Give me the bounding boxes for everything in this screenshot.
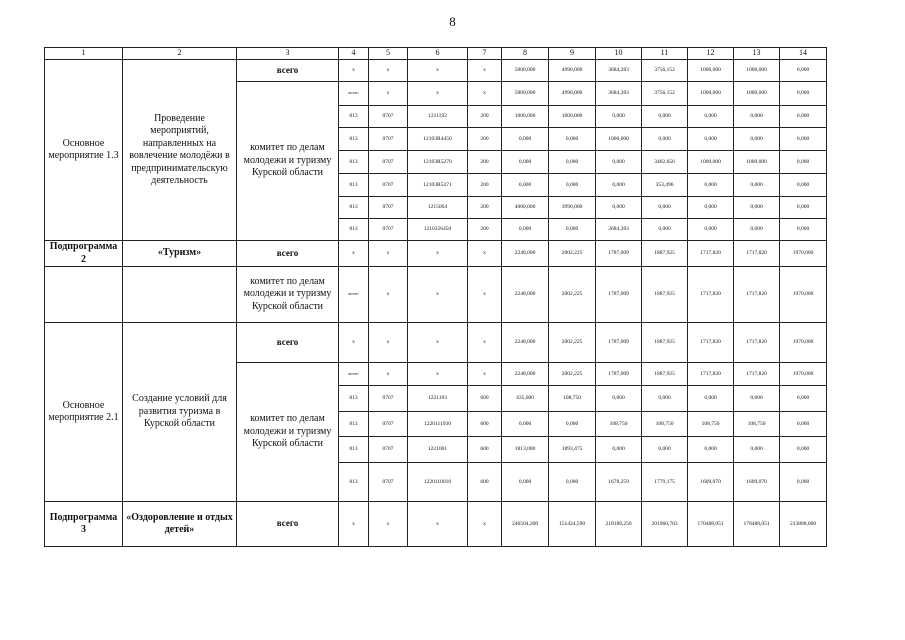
table-cell: 0,000 — [780, 106, 827, 128]
column-header: 4 — [339, 48, 369, 60]
table-cell: 3756,152 — [642, 60, 688, 82]
column-header: 1 — [45, 48, 123, 60]
table-cell: х — [369, 60, 408, 82]
table-cell: 2248,000 — [502, 267, 549, 323]
table-cell: 0,000 — [780, 463, 827, 502]
table-cell: 2248,000 — [502, 323, 549, 363]
table-cell: х — [408, 363, 468, 386]
subprogram-row — [45, 502, 827, 547]
table-cell: 0707 — [369, 197, 408, 219]
table-cell: 0,000 — [596, 151, 642, 174]
table-cell: 1221193 — [408, 386, 468, 412]
table-cell: 1000,000 — [734, 82, 780, 106]
table-cell: 1717,820 — [688, 267, 734, 323]
table-cell: 0,000 — [596, 197, 642, 219]
column-header: 6 — [408, 48, 468, 60]
table-cell: 1887,925 — [642, 323, 688, 363]
table-row — [45, 323, 827, 363]
table-cell: всего — [339, 267, 369, 323]
table-cell: 0,000 — [642, 437, 688, 463]
column-header: 12 — [688, 48, 734, 60]
table-cell: 1220111930 — [408, 412, 468, 437]
table-cell: х — [468, 241, 502, 267]
table-cell: 12103R5270 — [408, 151, 468, 174]
table-cell: 0,000 — [596, 106, 642, 128]
table-cell: 813 — [339, 197, 369, 219]
table-cell: 600 — [468, 386, 502, 412]
table-cell: 1220110010 — [408, 463, 468, 502]
table-cell: 108,750 — [596, 412, 642, 437]
table-cell: 1000,000 — [502, 106, 549, 128]
table-cell: 1970,000 — [780, 363, 827, 386]
table-cell: 5000,000 — [502, 60, 549, 82]
total-label: всего — [237, 502, 339, 547]
table-cell: 1717,820 — [734, 363, 780, 386]
table-cell: 0,000 — [642, 219, 688, 241]
table-cell: 600 — [468, 463, 502, 502]
empty-cell — [45, 267, 123, 323]
table-cell: 1211192 — [408, 106, 468, 128]
table-cell: 0707 — [369, 437, 408, 463]
table-cell: 435,000 — [502, 386, 549, 412]
table-cell: 0,000 — [780, 174, 827, 197]
committee-label: комитет по делам молодежи и туризму Курской области — [237, 267, 339, 323]
table-cell: 1893,475 — [549, 437, 596, 463]
table-cell: 108,750 — [734, 412, 780, 437]
table-cell: 0707 — [369, 412, 408, 437]
table-cell: 1000,000 — [688, 151, 734, 174]
table-cell: 813 — [339, 151, 369, 174]
table-cell: 0,000 — [596, 386, 642, 412]
table-cell: 0,000 — [502, 174, 549, 197]
table-cell: 0,000 — [549, 151, 596, 174]
table-cell: 0,000 — [734, 106, 780, 128]
table-cell: 3990,000 — [549, 197, 596, 219]
table-cell: 200 — [468, 128, 502, 151]
subprogram-title: Подпрограмма 2 — [45, 241, 123, 267]
table-cell: 200 — [468, 197, 502, 219]
column-header: 3 — [237, 48, 339, 60]
subprogram-row — [45, 241, 827, 267]
table-cell: 600 — [468, 412, 502, 437]
table-cell: 0,000 — [780, 412, 827, 437]
table-cell: 1779,175 — [642, 463, 688, 502]
table-cell: 813 — [339, 106, 369, 128]
table-cell: х — [408, 241, 468, 267]
table-cell: 1717,820 — [688, 323, 734, 363]
table-cell: 0,000 — [642, 197, 688, 219]
subprogram-title: Подпрограмма 3 — [45, 502, 123, 547]
table-cell: 0,000 — [549, 412, 596, 437]
table-cell: всего — [339, 363, 369, 386]
table-cell: 0,000 — [642, 386, 688, 412]
table-cell: 0,000 — [502, 151, 549, 174]
table-cell: 0,000 — [780, 82, 827, 106]
table-cell: 12103R4450 — [408, 128, 468, 151]
table-cell: 0,000 — [780, 128, 827, 151]
table-cell: 0,000 — [780, 197, 827, 219]
table-cell: 1887,925 — [642, 241, 688, 267]
table-cell: 170488,051 — [688, 502, 734, 547]
column-header: 13 — [734, 48, 780, 60]
table-cell: 2002,225 — [549, 241, 596, 267]
table-cell: 0,000 — [780, 219, 827, 241]
column-header: 14 — [780, 48, 827, 60]
table-cell: х — [468, 502, 502, 547]
table-cell: 813 — [339, 386, 369, 412]
column-header: 7 — [468, 48, 502, 60]
table-cell: 1717,820 — [688, 241, 734, 267]
table-cell: 1787,009 — [596, 241, 642, 267]
table-cell: 0,000 — [502, 219, 549, 241]
table-cell: 0,000 — [549, 174, 596, 197]
subprogram-name: «Туризм» — [123, 241, 237, 267]
table-cell: х — [369, 502, 408, 547]
table-cell: 353,496 — [642, 174, 688, 197]
total-label: всего — [237, 323, 339, 363]
table-cell: 1000,000 — [688, 82, 734, 106]
table-cell: 1221001 — [408, 437, 468, 463]
table-cell: х — [339, 502, 369, 547]
table-cell: 2684,283 — [596, 219, 642, 241]
table-cell: 0,000 — [734, 219, 780, 241]
table-cell: 0707 — [369, 106, 408, 128]
table-cell: 1210356450 — [408, 219, 468, 241]
table-cell: 0,000 — [780, 437, 827, 463]
table-cell: 0,000 — [734, 174, 780, 197]
column-header: 8 — [502, 48, 549, 60]
table-cell: 0707 — [369, 151, 408, 174]
header-row — [45, 48, 827, 60]
table-cell: 1813,000 — [502, 437, 549, 463]
table-cell: 0707 — [369, 386, 408, 412]
table-cell: 0,000 — [549, 128, 596, 151]
table-cell: х — [408, 502, 468, 547]
table-cell: 0,000 — [596, 174, 642, 197]
table-cell: 0,000 — [780, 386, 827, 412]
table-cell: 2002,225 — [549, 267, 596, 323]
table-cell: 1717,820 — [688, 363, 734, 386]
table-cell: 0,000 — [688, 219, 734, 241]
table-cell: 1970,000 — [780, 323, 827, 363]
table-cell: 813 — [339, 412, 369, 437]
table-cell: х — [339, 323, 369, 363]
table-cell: 1970,000 — [780, 267, 827, 323]
table-cell: х — [468, 363, 502, 386]
table-cell: 0,000 — [688, 437, 734, 463]
table-cell: 1887,925 — [642, 363, 688, 386]
table-cell: 213888,000 — [780, 502, 827, 547]
table-cell: 108,750 — [549, 386, 596, 412]
table-cell: 12103R5271 — [408, 174, 468, 197]
table-cell: 1717,820 — [734, 241, 780, 267]
table-cell: х — [408, 267, 468, 323]
table-cell: 0,000 — [734, 386, 780, 412]
table-cell: х — [468, 267, 502, 323]
table-cell: 813 — [339, 463, 369, 502]
table-cell: 2002,225 — [549, 323, 596, 363]
table-cell: х — [468, 82, 502, 106]
table-cell: 1609,070 — [688, 463, 734, 502]
table-cell: 108,750 — [642, 412, 688, 437]
total-label: всего — [237, 241, 339, 267]
table-cell: 218188,250 — [596, 502, 642, 547]
table-cell: 0,000 — [734, 128, 780, 151]
table-cell: 813 — [339, 437, 369, 463]
table-cell: 0,000 — [688, 174, 734, 197]
table-cell: 1787,009 — [596, 267, 642, 323]
table-cell: 0,000 — [502, 412, 549, 437]
table-cell: 0,000 — [688, 386, 734, 412]
table-cell: 0707 — [369, 128, 408, 151]
table-cell: 200 — [468, 219, 502, 241]
subprogram-name: «Оздоровление и отдых детей» — [123, 502, 237, 547]
budget-table — [44, 47, 827, 547]
table-cell: х — [468, 60, 502, 82]
table-cell: 0707 — [369, 174, 408, 197]
table-cell: х — [339, 241, 369, 267]
table-cell: 1609,070 — [734, 463, 780, 502]
table-cell: 1000,000 — [688, 60, 734, 82]
table-cell: х — [408, 60, 468, 82]
table-cell: 0,000 — [734, 437, 780, 463]
table-cell: 246504,200 — [502, 502, 549, 547]
measure-description: Проведение мероприятий, направленных на вовлечение молодёжи в предпринимательскую деятельность — [123, 60, 237, 241]
column-header: 11 — [642, 48, 688, 60]
table-cell: 3756,152 — [642, 82, 688, 106]
table-cell: 1787,009 — [596, 323, 642, 363]
table-cell: 1717,820 — [734, 323, 780, 363]
table-cell: 4990,000 — [549, 60, 596, 82]
table-cell: х — [369, 323, 408, 363]
table-cell: 1215064 — [408, 197, 468, 219]
table-cell: 0,000 — [642, 106, 688, 128]
table-cell: х — [408, 323, 468, 363]
table-cell: 1000,000 — [549, 106, 596, 128]
table-cell: х — [339, 60, 369, 82]
table-cell: 0,000 — [688, 106, 734, 128]
table-cell: х — [369, 241, 408, 267]
table-cell: 1887,925 — [642, 267, 688, 323]
table-cell: 1000,000 — [734, 60, 780, 82]
table-cell: 0,000 — [642, 128, 688, 151]
table-cell: 2002,225 — [549, 363, 596, 386]
measure-title: Основное мероприятие 2.1 — [45, 323, 123, 502]
table-cell: 1787,009 — [596, 363, 642, 386]
total-label: всего — [237, 60, 339, 82]
table-cell: 4000,000 — [502, 197, 549, 219]
column-header: 10 — [596, 48, 642, 60]
table-cell: 0707 — [369, 463, 408, 502]
page-number: 8 — [449, 14, 456, 29]
table-cell: 170488,051 — [734, 502, 780, 547]
table-cell: 0,000 — [549, 219, 596, 241]
table-cell: всего — [339, 82, 369, 106]
table-cell: 0,000 — [688, 128, 734, 151]
table-cell: 200 — [468, 174, 502, 197]
table-cell: 1717,820 — [734, 267, 780, 323]
table-cell: 201960,783 — [642, 502, 688, 547]
table-cell: 813 — [339, 174, 369, 197]
table-cell: 0,000 — [688, 197, 734, 219]
column-header: 5 — [369, 48, 408, 60]
table-cell: 200 — [468, 151, 502, 174]
table-cell: 3402,656 — [642, 151, 688, 174]
empty-cell — [123, 267, 237, 323]
column-header: 9 — [549, 48, 596, 60]
table-cell: 0707 — [369, 219, 408, 241]
table-cell: х — [369, 82, 408, 106]
table-row — [45, 60, 827, 82]
table-cell: х — [468, 323, 502, 363]
table-cell: 5000,000 — [502, 82, 549, 106]
table-cell: 0,000 — [596, 437, 642, 463]
table-cell: 600 — [468, 437, 502, 463]
table-cell: 2248,000 — [502, 241, 549, 267]
table-cell: 813 — [339, 219, 369, 241]
table-cell: 1000,000 — [734, 151, 780, 174]
column-header: 2 — [123, 48, 237, 60]
committee-label: комитет по делам молодежи и туризму Курской области — [237, 363, 339, 502]
table-cell: 3684,283 — [596, 60, 642, 82]
table-cell: 1000,000 — [596, 128, 642, 151]
table-cell: 4990,000 — [549, 82, 596, 106]
table-cell: 0,000 — [502, 463, 549, 502]
table-cell: 151424,590 — [549, 502, 596, 547]
table-cell: 0,000 — [780, 60, 827, 82]
table-cell: 1678,259 — [596, 463, 642, 502]
table-cell: х — [369, 267, 408, 323]
table-cell: 0,000 — [734, 197, 780, 219]
table-cell: х — [369, 363, 408, 386]
table-cell: 200 — [468, 106, 502, 128]
table-cell: 0,000 — [780, 151, 827, 174]
table-cell: 1970,000 — [780, 241, 827, 267]
table-cell: 2248,000 — [502, 363, 549, 386]
committee-label: комитет по делам молодежи и туризму Курской области — [237, 82, 339, 241]
measure-description: Создание условий для развития туризма в Курской области — [123, 323, 237, 502]
table-cell: х — [408, 82, 468, 106]
measure-title: Основное мероприятие 1.3 — [45, 60, 123, 241]
table-row — [45, 267, 827, 323]
table-cell: 813 — [339, 128, 369, 151]
table-cell: 108,750 — [688, 412, 734, 437]
table-cell: 3684,283 — [596, 82, 642, 106]
table-cell: 0,000 — [502, 128, 549, 151]
table-cell: 0,000 — [549, 463, 596, 502]
